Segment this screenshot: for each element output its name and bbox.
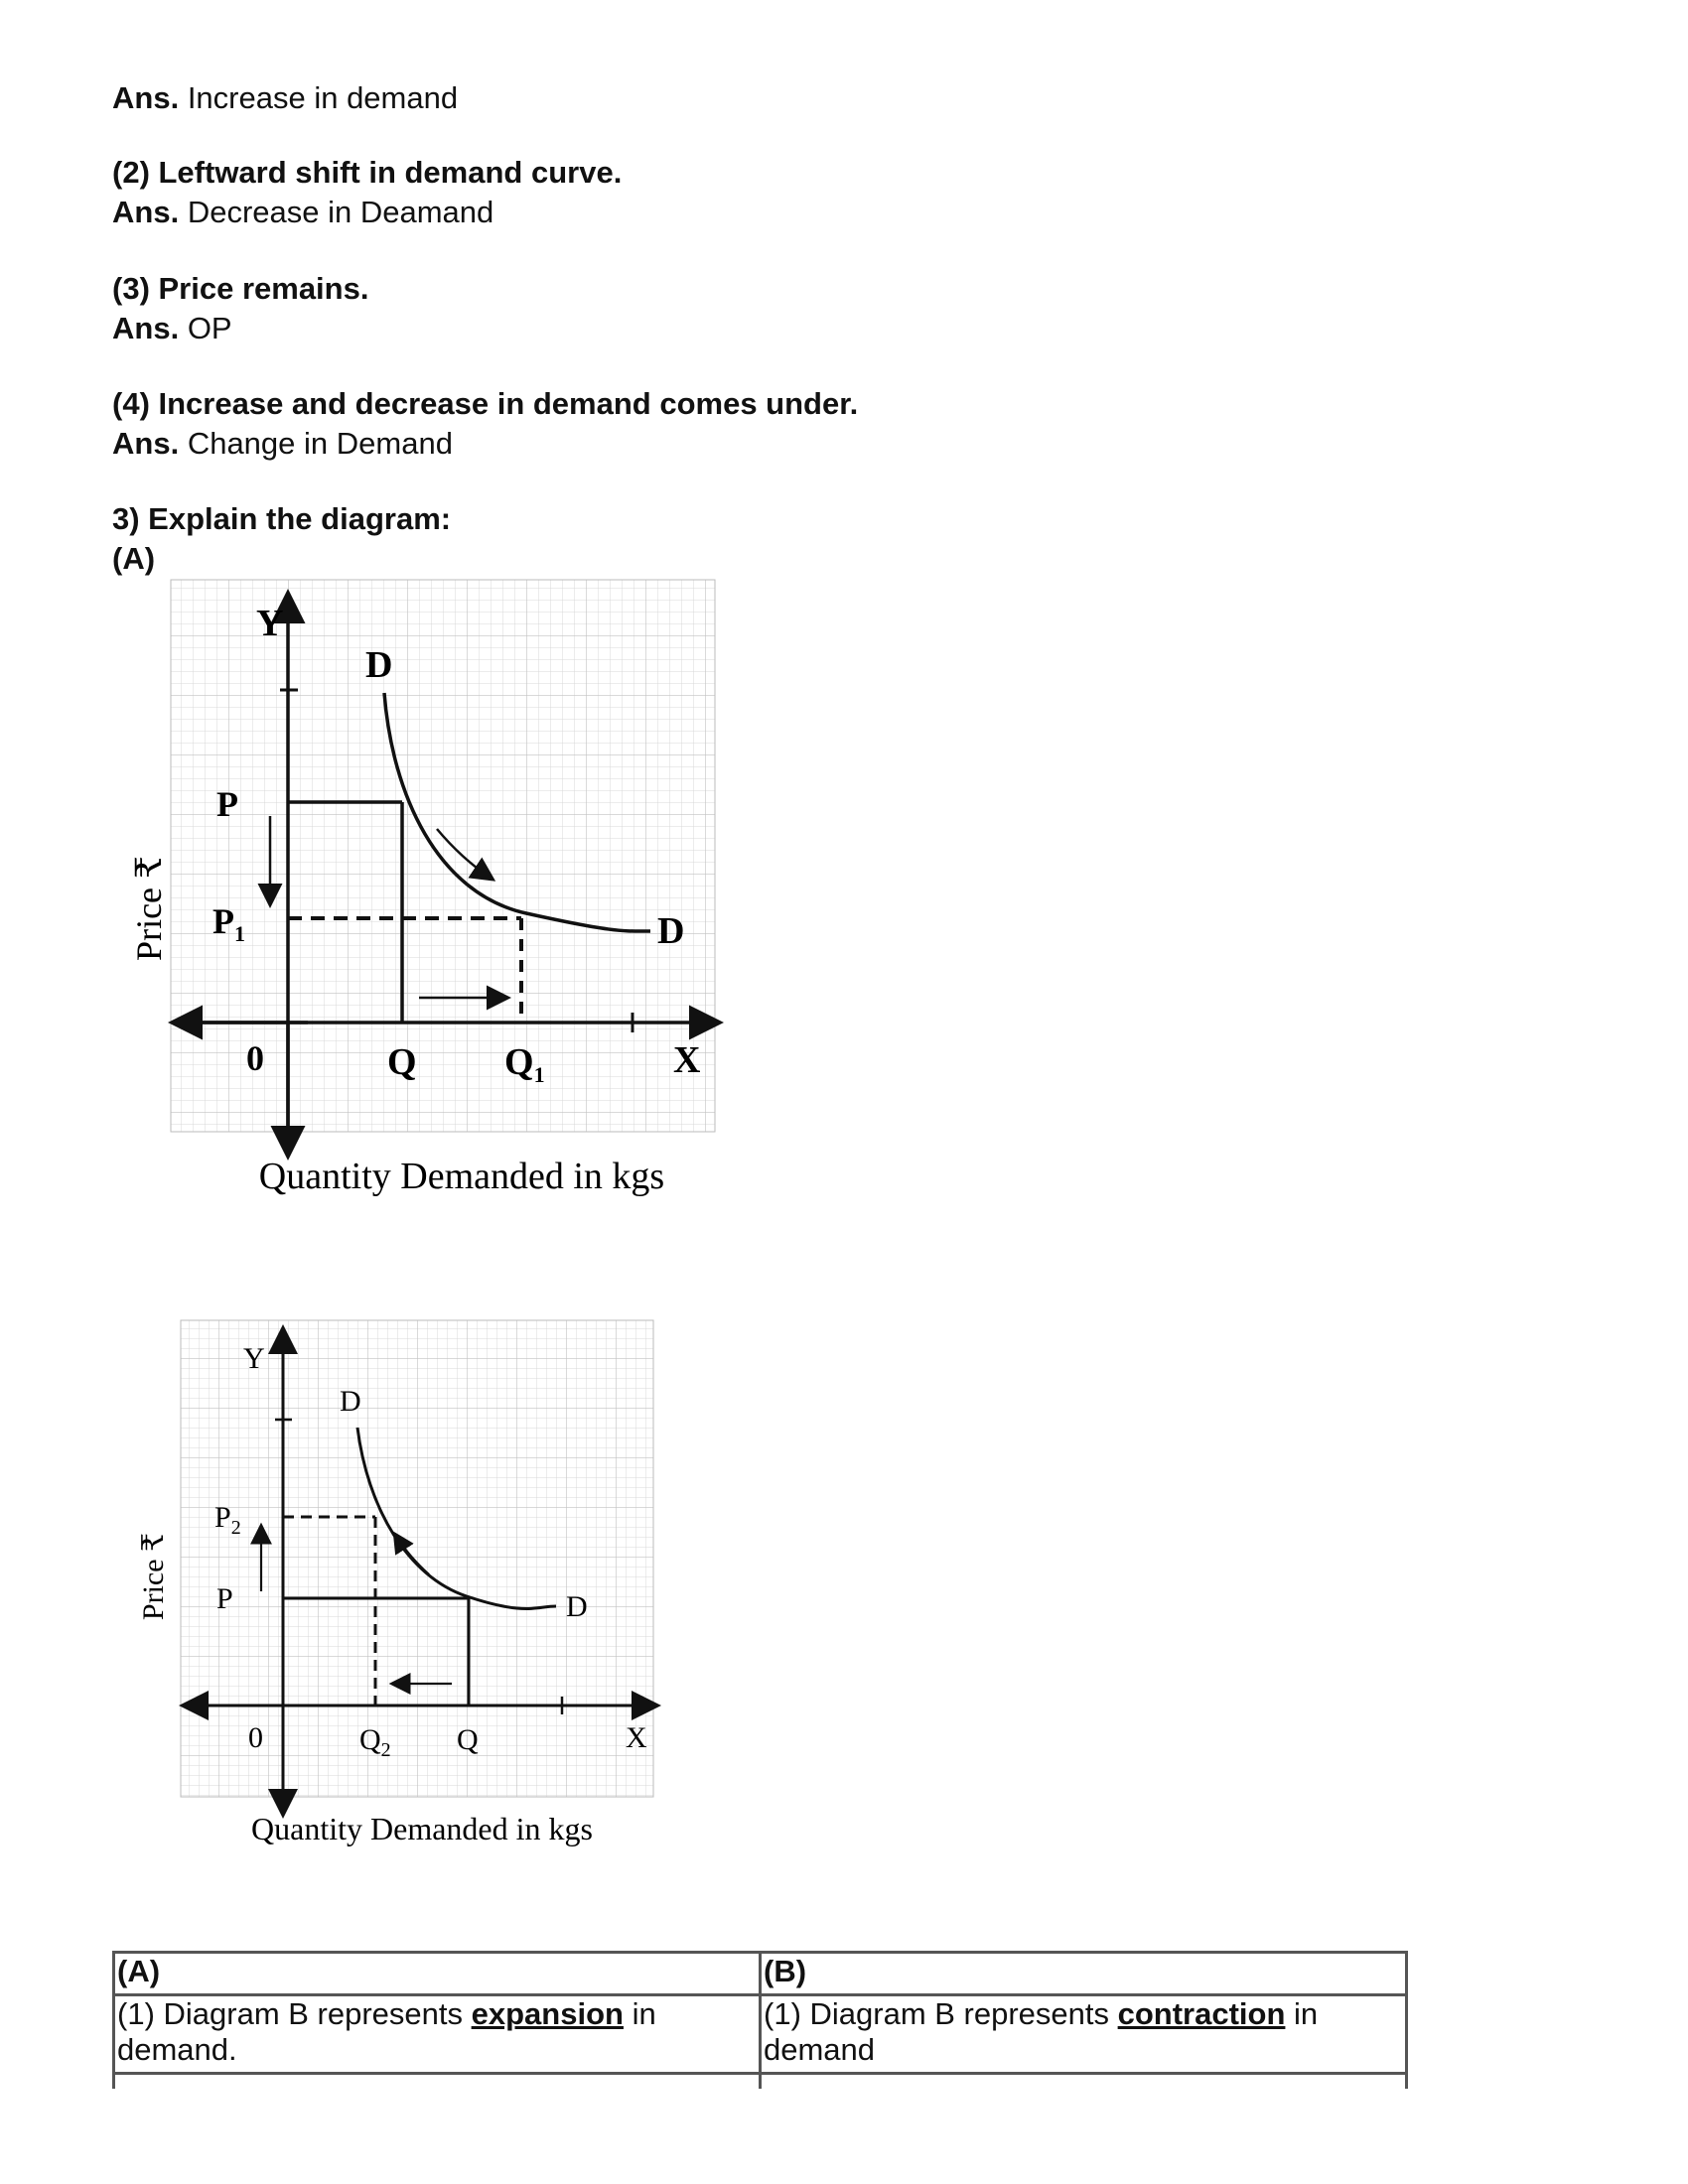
ans-label: Ans. (112, 311, 180, 345)
origin-label: 0 (246, 1038, 264, 1078)
cell-text: (1) Diagram B represents (117, 1996, 472, 2031)
answer-2 (112, 194, 493, 231)
cell-text: in demand. (117, 1996, 656, 2067)
question-4: (4) Increase and decrease in demand comes under. (112, 386, 859, 421)
diagram-b (119, 1308, 695, 1864)
answer-3 (112, 310, 232, 347)
answer-1 (112, 79, 458, 117)
y-axis-label: Y (256, 603, 284, 644)
answer-4 (112, 425, 453, 463)
curve-label-end: D (657, 910, 685, 952)
section-sub-a: (A) (112, 541, 156, 576)
answer-text: Increase in demand (187, 80, 459, 115)
x-axis-label: X (673, 1039, 701, 1081)
question-3: (3) Price remains. (112, 271, 369, 306)
q-label: Q (387, 1041, 417, 1083)
price-p-label: P (216, 1582, 233, 1615)
ans-label: Ans. (112, 195, 180, 229)
comparison-table (112, 1951, 1408, 2089)
header-col-b: (B) (761, 1953, 1407, 1995)
answer-text: OP (187, 311, 232, 345)
curve-label-end: D (566, 1590, 588, 1623)
term-expansion: expansion (471, 1996, 624, 2031)
price-axis-title: Price ₹ (137, 1532, 170, 1621)
diagram-a (109, 576, 725, 1221)
table-row (114, 1995, 1407, 2074)
term-contraction: contraction (1117, 1996, 1286, 2031)
section-heading: 3) Explain the diagram: (112, 501, 452, 536)
curve-label-top: D (340, 1385, 361, 1418)
quantity-axis-title: Quantity Demanded in kgs (258, 1156, 665, 1197)
price-p-label: P (216, 784, 238, 824)
price-axis-title: Price ₹ (129, 856, 169, 961)
cell-text: (1) Diagram B represents (764, 1996, 1118, 2031)
q2-label: $Q_2$ (359, 1723, 391, 1761)
cell-b (761, 1995, 1407, 2074)
cell-text: in demand (764, 1996, 1319, 2067)
curve-label-top: D (365, 644, 393, 686)
origin-label: 0 (248, 1721, 263, 1754)
cell-empty (761, 2074, 1407, 2090)
answer-text: Decrease in Deamand (187, 195, 494, 229)
answer-text: Change in Demand (187, 426, 453, 461)
table-header-row (114, 1953, 1407, 1995)
ans-label: Ans. (112, 426, 180, 461)
table-row-partial (114, 2074, 1407, 2090)
q-label: Q (457, 1723, 479, 1756)
price-p1-label: $P_1$ (212, 901, 245, 946)
cell-a (114, 1995, 761, 2074)
cell-empty (114, 2074, 761, 2090)
y-axis-label: Y (243, 1342, 265, 1375)
x-axis-label: X (626, 1721, 647, 1754)
price-p2-label: $P_2$ (214, 1501, 241, 1539)
q1-label: $Q_1$ (504, 1041, 545, 1087)
ans-label: Ans. (112, 80, 180, 115)
question-2: (2) Leftward shift in demand curve. (112, 155, 623, 190)
header-col-a: (A) (114, 1953, 761, 1995)
quantity-axis-title: Quantity Demanded in kgs (251, 1811, 593, 1846)
